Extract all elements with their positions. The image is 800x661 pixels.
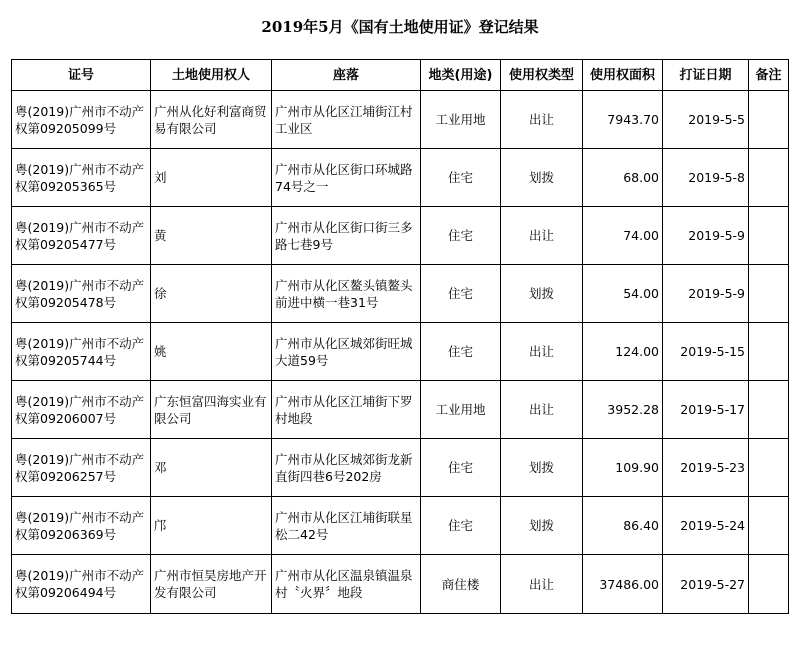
header-row xyxy=(12,60,789,91)
cell-note xyxy=(749,555,789,614)
cell-note xyxy=(749,439,789,497)
cell-id: 粤(2019)广州市不动产权第09205478号 xyxy=(12,265,151,323)
header-id: 证号 xyxy=(12,60,151,91)
cell-owner: 邓 xyxy=(151,439,272,497)
cell-location: 广州市从化区城郊街龙新直街四巷6号202房 xyxy=(272,439,421,497)
cell-id: 粤(2019)广州市不动产权第09206007号 xyxy=(12,381,151,439)
cell-area: 86.40 xyxy=(583,497,663,555)
cell-area: 74.00 xyxy=(583,207,663,265)
header-date: 打证日期 xyxy=(663,60,749,91)
cell-date: 2019-5-27 xyxy=(663,555,749,614)
cell-right-type: 出让 xyxy=(501,207,583,265)
cell-land-use: 工业用地 xyxy=(421,91,501,149)
cell-area: 54.00 xyxy=(583,265,663,323)
table-row xyxy=(12,91,789,149)
cell-date: 2019-5-9 xyxy=(663,207,749,265)
cell-owner: 邝 xyxy=(151,497,272,555)
cell-land-use: 住宅 xyxy=(421,323,501,381)
cell-right-type: 划拨 xyxy=(501,439,583,497)
cell-note xyxy=(749,323,789,381)
header-right-type: 使用权类型 xyxy=(501,60,583,91)
cell-owner: 广州从化好利富商贸易有限公司 xyxy=(151,91,272,149)
cell-land-use: 住宅 xyxy=(421,207,501,265)
cell-id: 粤(2019)广州市不动产权第09205365号 xyxy=(12,149,151,207)
cell-date: 2019-5-5 xyxy=(663,91,749,149)
cell-date: 2019-5-9 xyxy=(663,265,749,323)
registration-table xyxy=(11,59,789,614)
cell-id: 粤(2019)广州市不动产权第09206369号 xyxy=(12,497,151,555)
cell-location: 广州市从化区街口街三多路七巷9号 xyxy=(272,207,421,265)
table-row xyxy=(12,439,789,497)
cell-area: 7943.70 xyxy=(583,91,663,149)
page-title: 2019年5月《国有土地使用证》登记结果 xyxy=(261,18,539,36)
cell-owner: 广东恒富四海实业有限公司 xyxy=(151,381,272,439)
cell-date: 2019-5-15 xyxy=(663,323,749,381)
cell-note xyxy=(749,91,789,149)
table-row xyxy=(12,497,789,555)
cell-date: 2019-5-8 xyxy=(663,149,749,207)
cell-land-use: 工业用地 xyxy=(421,381,501,439)
cell-area: 124.00 xyxy=(583,323,663,381)
table-row xyxy=(12,149,789,207)
cell-date: 2019-5-23 xyxy=(663,439,749,497)
cell-location: 广州市从化区街口环城路74号之一 xyxy=(272,149,421,207)
cell-id: 粤(2019)广州市不动产权第09205477号 xyxy=(12,207,151,265)
cell-note xyxy=(749,207,789,265)
cell-right-type: 划拨 xyxy=(501,497,583,555)
cell-location: 广州市从化区温泉镇温泉村〝火界〞地段 xyxy=(272,555,421,614)
cell-note xyxy=(749,381,789,439)
cell-note xyxy=(749,149,789,207)
cell-right-type: 划拨 xyxy=(501,149,583,207)
cell-land-use: 住宅 xyxy=(421,439,501,497)
cell-owner: 刘 xyxy=(151,149,272,207)
header-land-use: 地类(用途) xyxy=(421,60,501,91)
header-note: 备注 xyxy=(749,60,789,91)
cell-area: 68.00 xyxy=(583,149,663,207)
cell-location: 广州市从化区鳌头镇鳌头前进中横一巷31号 xyxy=(272,265,421,323)
header-location: 座落 xyxy=(272,60,421,91)
cell-location: 广州市从化区城郊街旺城大道59号 xyxy=(272,323,421,381)
table-row xyxy=(12,555,789,614)
cell-right-type: 出让 xyxy=(501,323,583,381)
cell-area: 37486.00 xyxy=(583,555,663,614)
cell-owner: 徐 xyxy=(151,265,272,323)
table-row xyxy=(12,207,789,265)
cell-location: 广州市从化区江埔街下罗村地段 xyxy=(272,381,421,439)
cell-id: 粤(2019)广州市不动产权第09206257号 xyxy=(12,439,151,497)
cell-right-type: 出让 xyxy=(501,555,583,614)
cell-right-type: 出让 xyxy=(501,91,583,149)
header-area: 使用权面积 xyxy=(583,60,663,91)
table-row xyxy=(12,381,789,439)
cell-owner: 广州市恒昊房地产开发有限公司 xyxy=(151,555,272,614)
cell-id: 粤(2019)广州市不动产权第09205099号 xyxy=(12,91,151,149)
cell-note xyxy=(749,497,789,555)
cell-date: 2019-5-24 xyxy=(663,497,749,555)
cell-land-use: 住宅 xyxy=(421,149,501,207)
cell-right-type: 划拨 xyxy=(501,265,583,323)
cell-land-use: 商住楼 xyxy=(421,555,501,614)
cell-id: 粤(2019)广州市不动产权第09206494号 xyxy=(12,555,151,614)
cell-owner: 姚 xyxy=(151,323,272,381)
cell-owner: 黄 xyxy=(151,207,272,265)
cell-right-type: 出让 xyxy=(501,381,583,439)
cell-location: 广州市从化区江埔街联星松二42号 xyxy=(272,497,421,555)
cell-area: 3952.28 xyxy=(583,381,663,439)
cell-land-use: 住宅 xyxy=(421,265,501,323)
cell-note xyxy=(749,265,789,323)
cell-id: 粤(2019)广州市不动产权第09205744号 xyxy=(12,323,151,381)
header-owner: 土地使用权人 xyxy=(151,60,272,91)
table-row xyxy=(12,265,789,323)
cell-location: 广州市从化区江埔街江村工业区 xyxy=(272,91,421,149)
cell-area: 109.90 xyxy=(583,439,663,497)
cell-date: 2019-5-17 xyxy=(663,381,749,439)
cell-land-use: 住宅 xyxy=(421,497,501,555)
table-row xyxy=(12,323,789,381)
